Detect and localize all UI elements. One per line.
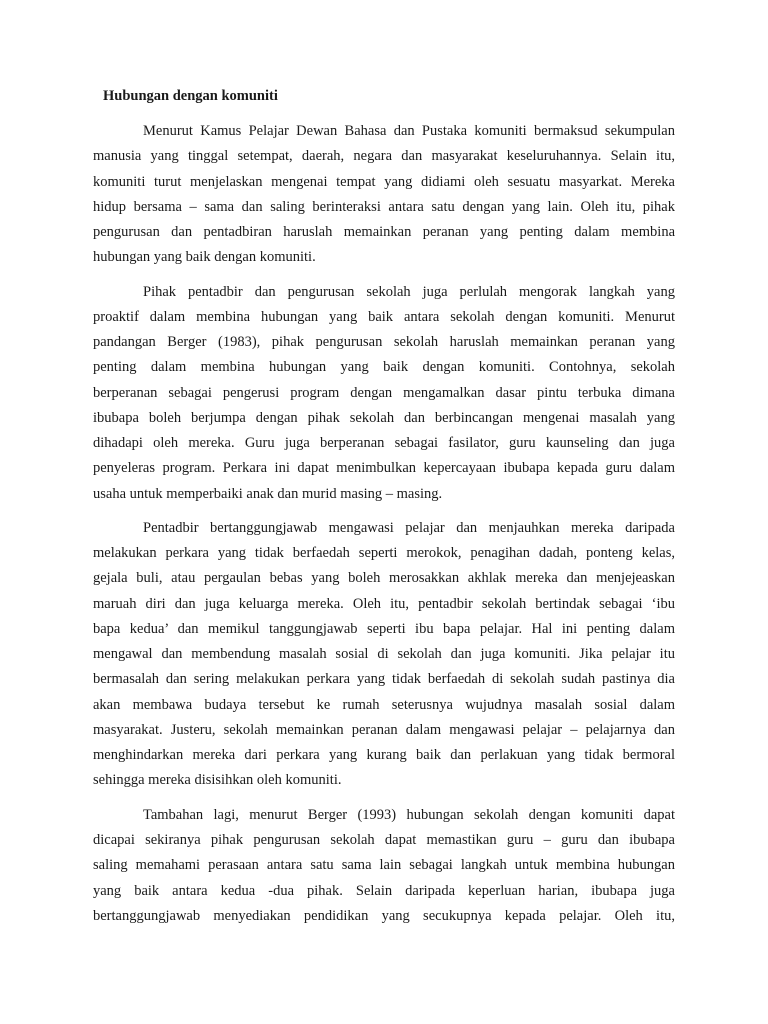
paragraph-line: akan membawa budaya tersebut ke rumah seterusnya wujudnya masalah sosial dalam — [93, 697, 675, 713]
paragraph-line: Menurut Kamus Pelajar Dewan Bahasa dan Pustaka komuniti bermaksud sekumpulan — [143, 123, 675, 139]
paragraph-line: maruah diri dan juga keluarga mereka. Oleh itu, pentadbir sekolah bertindak sebagai ‘ibu — [93, 596, 675, 612]
paragraph-line: dihadapi oleh mereka. Guru juga berperanan sebagai fasilator, guru kaunseling dan juga — [93, 435, 675, 451]
paragraph-line: yang baik antara kedua -dua pihak. Selain daripada keperluan harian, ibubapa juga — [93, 883, 675, 899]
paragraph-line: Pentadbir bertanggungjawab mengawasi pelajar dan menjauhkan mereka daripada — [143, 520, 675, 536]
paragraph-line: bermasalah dan sering melakukan perkara yang tidak berfaedah di sekolah sudah pastinya dia — [93, 671, 675, 687]
paragraph-line: dicapai sekiranya pihak pengurusan sekolah dapat memastikan guru – guru dan ibubapa — [93, 832, 675, 848]
paragraph-line: penting dalam membina hubungan yang baik dengan komuniti. Contohnya, sekolah — [93, 359, 675, 375]
paragraph-line: sehingga mereka disisihkan oleh komuniti. — [93, 772, 342, 788]
paragraph-line: Tambahan lagi, menurut Berger (1993) hubungan sekolah dengan komuniti dapat — [143, 807, 675, 823]
paragraph-line: usaha untuk memperbaiki anak dan murid masing – masing. — [93, 486, 443, 502]
paragraph-line: komuniti turut menjelaskan mengenai tempat yang didiami oleh sesuatu masyarkat. Mereka — [93, 174, 675, 190]
section-heading: Hubungan dengan komuniti — [103, 88, 278, 104]
paragraph-line: pengurusan dan pentadbiran haruslah memainkan peranan yang penting dalam membina — [93, 224, 675, 240]
paragraph-line: saling memahami perasaan antara satu sama lain sebagai langkah untuk membina hubungan — [93, 857, 675, 873]
paragraph-line: proaktif dalam membina hubungan yang baik antara sekolah dengan komuniti. Menurut — [93, 309, 675, 325]
paragraph-line: pandangan Berger (1983), pihak pengurusan sekolah haruslah memainkan peranan yang — [93, 334, 675, 350]
paragraph-line: gejala buli, atau pergaulan bebas yang boleh merosakkan akhlak mereka dan menjejeaskan — [93, 570, 675, 586]
paragraph-line: ibubapa boleh berjumpa dengan pihak sekolah dan berbincangan mengenai masalah yang — [93, 410, 675, 426]
paragraph-line: bapa kedua’ dan memikul tanggungjawab seperti ibu bapa pelajar. Hal ini penting dalam — [93, 621, 675, 637]
paragraph-line: bertanggungjawab menyediakan pendidikan yang secukupnya kepada pelajar. Oleh itu, — [93, 908, 675, 924]
paragraph-line: Pihak pentadbir dan pengurusan sekolah juga perlulah mengorak langkah yang — [143, 284, 675, 300]
paragraph-line: menghindarkan mereka dari perkara yang kurang baik dan perlakuan yang tidak bermoral — [93, 747, 675, 763]
paragraph-line: masyarakat. Justeru, sekolah memainkan peranan dalam mengawasi pelajar – pelajarnya dan — [93, 722, 675, 738]
paragraph-line: melakukan perkara yang tidak berfaedah seperti merokok, penagihan dadah, ponteng kelas, — [93, 545, 675, 561]
paragraph-line: hidup bersama – sama dan saling berinteraksi antara satu dengan yang lain. Oleh itu, pihak — [93, 199, 675, 215]
paragraph-line: berperanan sebagai pengerusi program dengan mengamalkan dasar pintu terbuka dimana — [93, 385, 675, 401]
paragraph-line: manusia yang tinggal setempat, daerah, negara dan masyarakat keseluruhannya. Selain itu, — [93, 148, 675, 164]
paragraph-line: mengawal dan membendung masalah sosial di sekolah dan juga komuniti. Jika pelajar itu — [93, 646, 675, 662]
paragraph-line: penyeleras program. Perkara ini dapat menimbulkan kepercayaan ibubapa kepada guru dalam — [93, 460, 675, 476]
paragraph-line: hubungan yang baik dengan komuniti. — [93, 249, 316, 265]
